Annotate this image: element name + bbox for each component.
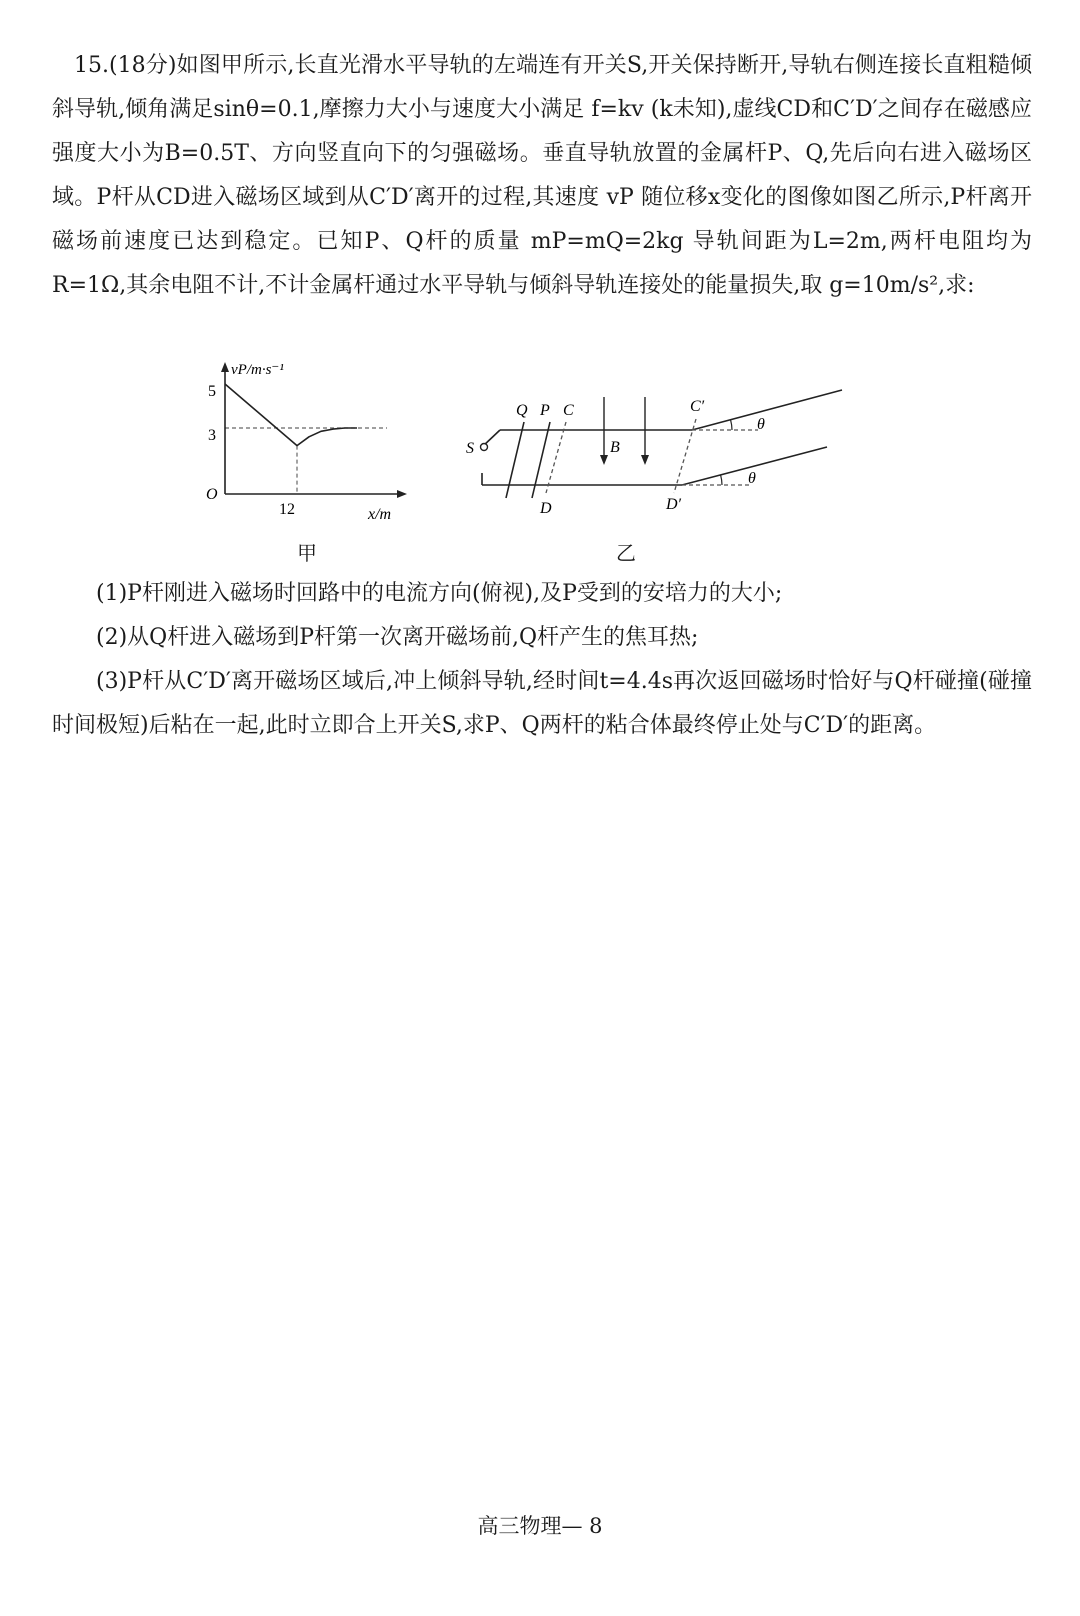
y-tick-3: 3 (208, 427, 216, 444)
problem-questions (52, 572, 1032, 748)
switch-label-S: S (466, 440, 474, 457)
field-arrowhead-1 (600, 455, 608, 465)
rod-label-P: P (540, 402, 550, 419)
velocity-curve-0 (225, 384, 357, 446)
top-rail-inclined (692, 390, 842, 430)
origin-label: O (206, 486, 218, 503)
switch-contact (481, 444, 488, 451)
angle-arc-top (731, 420, 732, 430)
rod-label-Q: Q (516, 402, 528, 419)
boundary-label-Dprime: D′ (666, 496, 682, 513)
jia-plot-area (225, 384, 387, 494)
x-tick-12: 12 (279, 501, 295, 518)
figure-yi-diagram (462, 385, 847, 520)
figure-jia-graph (205, 356, 415, 526)
question-3: (3)P杆从C′D′离开磁场区域后,冲上倾斜导轨,经时间t=4.4s再次返回磁场时恰好与Q杆碰撞(碰撞时间极短)后粘在一起,此时立即合上开关S,求P、Q两杆的粘合体最终停止处与C′D′的距离。 (52, 669, 1032, 738)
x-axis-label: x/m (368, 506, 392, 523)
field-label-B: B (610, 439, 620, 456)
field-arrowhead-2 (641, 455, 649, 465)
y-axis-arrow (221, 362, 229, 372)
rod-P (532, 422, 550, 498)
page-footer: 高三物理— 8 (477, 1514, 603, 1538)
figure-yi-caption: 乙 (616, 541, 636, 565)
y-tick-5: 5 (208, 383, 216, 400)
boundary-CD (546, 422, 566, 493)
boundary-label-C: C (563, 402, 574, 419)
boundary-label-Cprime: C′ (690, 398, 705, 415)
problem-intro: 15.(18分)如图甲所示,长直光滑水平导轨的左端连有开关S,开关保持断开,导轨右侧连接长直粗糙倾斜导轨,倾角满足sinθ=0.1,摩擦力大小与速度大小满足 f=kv (k未知),虚线CD和C′D′之间存在磁感应强度大小为B=0.5T、方向竖直向下的匀强磁场。垂直导轨放置的金属杆P、Q,先后向右进入磁场区域。P杆从CD进入磁场区域到从C′D′离开的过程,其速度 vP 随位移x变化的图像如图乙所示,P杆离开磁场前速度已达到稳定。已知P、Q杆的质量 mP=mQ=2kg 导轨间距为L=2m,两杆电阻均为R=1Ω,其余电阻不计,不计金属杆通过水平导轨与倾斜导轨连接处的能量损失,取 g=10m/s²,求: (52, 53, 1032, 298)
question-2: (2)从Q杆进入磁场到P杆第一次离开磁场前,Q杆产生的焦耳热; (96, 625, 699, 650)
figure-jia-caption: 甲 (297, 541, 317, 565)
problem-text (52, 44, 1032, 308)
rod-Q (506, 422, 524, 498)
y-axis-label: vP/m·s⁻¹ (231, 362, 284, 378)
question-1: (1)P杆刚进入磁场时回路中的电流方向(俯视),及P受到的安培力的大小; (96, 581, 783, 606)
boundary-label-D: D (540, 500, 552, 517)
angle-label-top: θ (757, 416, 765, 433)
angle-label-bottom: θ (748, 470, 756, 487)
angle-arc-bottom (721, 475, 722, 485)
x-axis-arrow (397, 490, 407, 498)
